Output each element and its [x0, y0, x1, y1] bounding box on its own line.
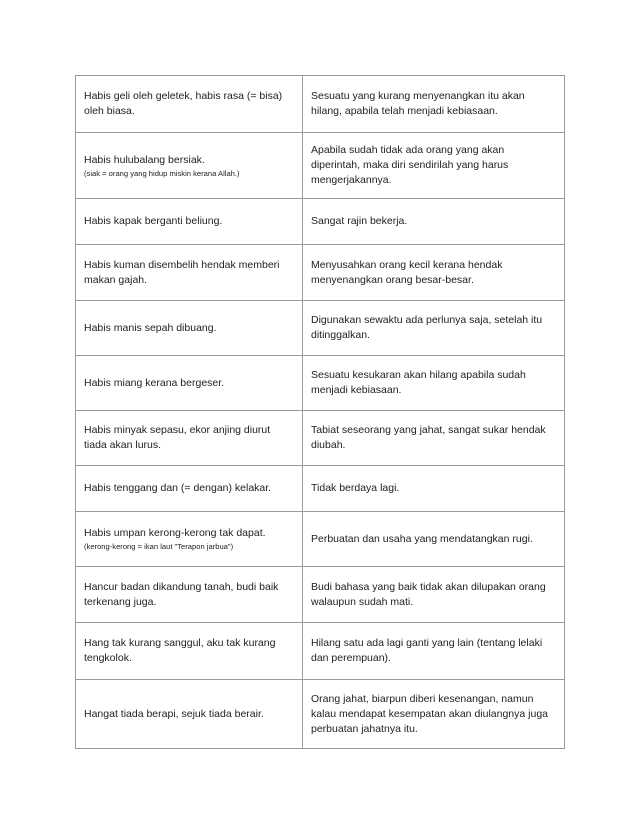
proverb-cell: [76, 567, 303, 623]
proverb-text: Habis miang kerana bergeser.: [84, 376, 225, 389]
proverb-cell: [76, 133, 303, 199]
proverb-cell: [76, 623, 303, 680]
proverb-cell: [76, 301, 303, 356]
meaning-cell: Budi bahasa yang baik tidak akan dilupakan orang walaupun sudah mati.: [303, 567, 565, 623]
table-row: [76, 245, 565, 301]
proverb-text: Hancur badan dikandung tanah, budi baik terkenang juga.: [84, 580, 279, 608]
proverb-cell: [76, 245, 303, 301]
proverb-cell: [76, 680, 303, 749]
table-row: [76, 623, 565, 680]
table-row: [76, 356, 565, 411]
meaning-cell: Sangat rajin bekerja.: [303, 199, 565, 245]
meaning-cell: Hilang satu ada lagi ganti yang lain (tentang lelaki dan perempuan).: [303, 623, 565, 680]
proverb-text: Hangat tiada berapi, sejuk tiada berair.: [84, 707, 264, 720]
meaning-cell: Perbuatan dan usaha yang mendatangkan rugi.: [303, 512, 565, 567]
meaning-cell: Sesuatu kesukaran akan hilang apabila sudah menjadi kebiasaan.: [303, 356, 565, 411]
proverb-text: Habis tenggang dan (= dengan) kelakar.: [84, 482, 272, 494]
table-row: [76, 411, 565, 466]
table-row: [76, 567, 565, 623]
proverb-table: [75, 75, 565, 749]
table-row: [76, 76, 565, 133]
meaning-cell: Tabiat seseorang yang jahat, sangat sukar hendak diubah.: [303, 411, 565, 466]
proverb-cell: [76, 512, 303, 567]
proverb-note: (siak = orang yang hidup miskin kerana Allah.): [84, 168, 240, 178]
proverb-cell: [76, 466, 303, 512]
proverb-text: Habis kapak berganti beliung.: [84, 215, 223, 227]
meaning-cell: Tidak berdaya lagi.: [303, 466, 565, 512]
proverb-text: Hang tak kurang sanggul, aku tak kurang tengkolok.: [84, 637, 276, 664]
table-row: [76, 301, 565, 356]
table-row: [76, 680, 565, 749]
table-row: [76, 199, 565, 245]
meaning-cell: Menyusahkan orang kecil kerana hendak menyenangkan orang besar-besar.: [303, 245, 565, 301]
proverb-cell: [76, 199, 303, 245]
proverb-text: Habis hulubalang bersiak.: [84, 153, 205, 166]
proverb-text: Habis manis sepah dibuang.: [84, 321, 217, 334]
proverb-text: Habis geli oleh geletek, habis rasa (= bisa) oleh biasa.: [84, 90, 283, 117]
meaning-cell: Digunakan sewaktu ada perlunya saja, setelah itu ditinggalkan.: [303, 301, 565, 356]
meaning-cell: Sesuatu yang kurang menyenangkan itu akan hilang, apabila telah menjadi kebiasaan.: [303, 76, 565, 133]
proverb-cell: [76, 356, 303, 411]
proverb-cell: [76, 411, 303, 466]
meaning-cell: Apabila sudah tidak ada orang yang akan diperintah, maka diri sendirilah yang harus mengerjakannya.: [303, 133, 565, 199]
proverb-cell: [76, 76, 303, 133]
proverb-text: Habis umpan kerong-kerong tak dapat.: [84, 527, 266, 539]
table-row: [76, 512, 565, 567]
meaning-cell: Orang jahat, biarpun diberi kesenangan, namun kalau mendapat kesempatan akan diulangnya juga perbuatan jahatnya itu.: [303, 680, 565, 749]
table-row: [76, 466, 565, 512]
proverb-note: (kerong-kerong = ikan laut "Terapon jarbua"): [84, 542, 234, 551]
table-row: [76, 133, 565, 199]
proverb-text: Habis minyak sepasu, ekor anjing diurut tiada akan lurus.: [84, 424, 271, 451]
proverb-text: Habis kuman disembelih hendak memberi makan gajah.: [84, 258, 280, 286]
